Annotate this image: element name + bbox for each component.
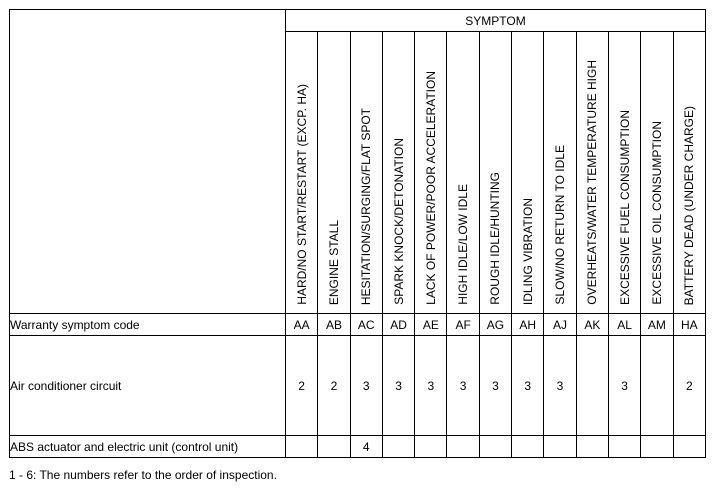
warranty-code-cell: AB — [318, 314, 350, 336]
symptom-column-header — [286, 32, 318, 314]
warranty-code-cell: AF — [447, 314, 479, 336]
corner-cell — [10, 10, 286, 314]
symptom-name: BATTERY DEAD (UNDER CHARGE) — [682, 105, 697, 305]
symptom-name: IDLING VIBRATION — [520, 197, 535, 305]
symptom-name: HARD/NO START/RESTART (EXCP. HA) — [294, 84, 309, 305]
warranty-code-cell: AE — [415, 314, 447, 336]
air-conditioner-cell — [641, 336, 673, 436]
symptom-name: HESITATION/SURGING/FLAT SPOT — [359, 107, 374, 305]
abs-actuator-cell — [318, 436, 350, 458]
warranty-code-cell: AL — [608, 314, 640, 336]
symptom-header: SYMPTOM — [286, 10, 706, 32]
warranty-code-cell: HA — [673, 314, 705, 336]
symptom-column-header — [673, 32, 705, 314]
abs-actuator-cell — [479, 436, 511, 458]
symptom-name: OVERHEATS/WATER TEMPERATURE HIGH — [585, 60, 600, 305]
abs-actuator-cell — [447, 436, 479, 458]
air-conditioner-cell: 3 — [382, 336, 414, 436]
air-conditioner-cell: 3 — [608, 336, 640, 436]
symptom-column-header — [479, 32, 511, 314]
warranty-code-cell: AG — [479, 314, 511, 336]
warranty-code-cell: AH — [512, 314, 544, 336]
footnote: 1 - 6: The numbers refer to the order of inspection. — [9, 468, 277, 482]
abs-actuator-cell — [512, 436, 544, 458]
warranty-code-row — [10, 314, 706, 336]
warranty-code-cell: AM — [641, 314, 673, 336]
air-conditioner-row — [10, 336, 706, 436]
air-conditioner-cell: 2 — [286, 336, 318, 436]
air-conditioner-cell: 3 — [512, 336, 544, 436]
air-conditioner-cell: 3 — [415, 336, 447, 436]
row-label-air-conditioner: Air conditioner circuit — [10, 336, 286, 436]
air-conditioner-cell: 3 — [479, 336, 511, 436]
air-conditioner-cell: 3 — [447, 336, 479, 436]
air-conditioner-cell — [576, 336, 608, 436]
symptom-column-header — [576, 32, 608, 314]
abs-actuator-cell: 4 — [350, 436, 382, 458]
symptom-column-header — [544, 32, 576, 314]
symptom-name: SLOW/NO RETURN TO IDLE — [553, 145, 568, 305]
abs-actuator-cell — [415, 436, 447, 458]
warranty-code-cell: AD — [382, 314, 414, 336]
symptom-column-header — [415, 32, 447, 314]
symptom-name: ENGINE STALL — [326, 219, 341, 305]
warranty-code-cell: AC — [350, 314, 382, 336]
air-conditioner-cell: 2 — [673, 336, 705, 436]
abs-actuator-cell — [641, 436, 673, 458]
abs-actuator-cell — [544, 436, 576, 458]
air-conditioner-cell: 3 — [350, 336, 382, 436]
row-label-abs-actuator: ABS actuator and electric unit (control unit) — [10, 436, 286, 458]
symptom-name: HIGH IDLE/LOW IDLE — [456, 184, 471, 305]
symptom-name: LACK OF POWER/POOR ACCELERATION — [423, 71, 438, 305]
symptom-name: ROUGH IDLE/HUNTING — [488, 172, 503, 305]
symptom-column-header — [350, 32, 382, 314]
symptom-column-header — [641, 32, 673, 314]
row-label-warranty-code: Warranty symptom code — [10, 314, 286, 336]
symptom-column-header — [512, 32, 544, 314]
abs-actuator-row — [10, 436, 706, 458]
abs-actuator-cell — [382, 436, 414, 458]
abs-actuator-cell — [576, 436, 608, 458]
symptom-name: SPARK KNOCK/DETONATION — [391, 138, 406, 305]
symptom-column-header — [447, 32, 479, 314]
warranty-code-cell: AK — [576, 314, 608, 336]
air-conditioner-cell: 2 — [318, 336, 350, 436]
abs-actuator-cell — [608, 436, 640, 458]
symptom-column-header — [382, 32, 414, 314]
symptom-name: EXCESSIVE OIL CONSUMPTION — [649, 121, 664, 305]
abs-actuator-cell — [673, 436, 705, 458]
warranty-code-cell: AJ — [544, 314, 576, 336]
warranty-code-cell: AA — [286, 314, 318, 336]
diagnosis-matrix-table — [9, 9, 706, 458]
symptom-column-header — [608, 32, 640, 314]
symptom-column-header — [318, 32, 350, 314]
symptom-name: EXCESSIVE FUEL CONSUMPTION — [617, 110, 632, 305]
air-conditioner-cell: 3 — [544, 336, 576, 436]
abs-actuator-cell — [286, 436, 318, 458]
